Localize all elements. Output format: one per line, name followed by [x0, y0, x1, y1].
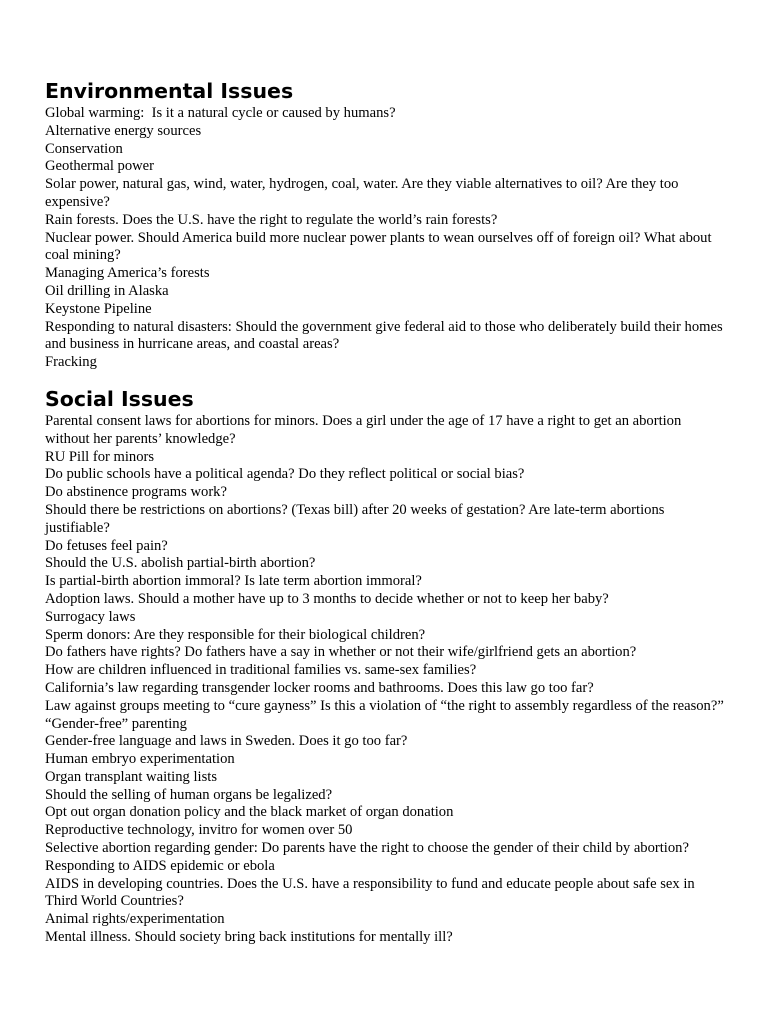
list-item: Oil drilling in Alaska	[45, 282, 169, 299]
social-issues-section	[45, 386, 725, 947]
issue-list	[45, 413, 725, 947]
list-item: Should there be restrictions on abortions? (Texas bill) after 20 weeks of gestation? Are late-term abortions justifiable?	[45, 501, 669, 536]
list-item: Law against groups meeting to “cure gayness” Is this a violation of “the right to assembly regardless of the reason?”	[45, 697, 724, 714]
list-item: Rain forests. Does the U.S. have the right to regulate the world’s rain forests?	[45, 211, 498, 228]
list-item: Reproductive technology, invitro for women over 50	[45, 822, 353, 839]
issue-list	[45, 105, 725, 372]
list-item: Geothermal power	[45, 158, 155, 175]
list-item: Do fetuses feel pain?	[45, 537, 168, 554]
list-item: Do public schools have a political agenda? Do they reflect political or social bias?	[45, 466, 525, 483]
list-item: Parental consent laws for abortions for minors. Does a girl under the age of 17 have a right to get an abortion without her parents’ knowledge?	[45, 412, 685, 447]
list-item: Global warming: Is it a natural cycle or caused by humans?	[45, 105, 396, 121]
list-item: How are children influenced in traditional families vs. same-sex families?	[45, 662, 477, 679]
list-item: Human embryo experimentation	[45, 751, 235, 768]
list-item: Mental illness. Should society bring back institutions for mentally ill?	[45, 929, 453, 946]
list-item: Fracking	[45, 354, 97, 371]
list-item: Animal rights/experimentation	[45, 911, 225, 928]
list-item: Adoption laws. Should a mother have up to 3 months to decide whether or not to keep her baby?	[45, 590, 609, 607]
list-item: Keystone Pipeline	[45, 300, 152, 317]
list-item: Surrogacy laws	[45, 608, 136, 625]
list-item: California’s law regarding transgender locker rooms and bathrooms. Does this law go too far?	[45, 679, 594, 696]
list-item: Organ transplant waiting lists	[45, 768, 217, 785]
list-item: Sperm donors: Are they responsible for their biological children?	[45, 626, 426, 643]
list-item: RU Pill for minors	[45, 448, 155, 465]
list-item: “Gender-free” parenting	[45, 715, 187, 732]
list-item: Managing America’s forests	[45, 265, 210, 282]
list-item: Conservation	[45, 140, 123, 157]
list-item: Opt out organ donation policy and the black market of organ donation	[45, 804, 454, 821]
list-item: AIDS in developing countries. Does the U.S. have a responsibility to fund and educate people about safe sex in Third World Countries?	[45, 875, 699, 910]
list-item: Is partial-birth abortion immoral? Is late term abortion immoral?	[45, 573, 422, 590]
list-item: Responding to natural disasters: Should the government give federal aid to those who deliberately build their homes and business in hurricane areas, and coastal areas?	[45, 318, 727, 353]
list-item: Should the U.S. abolish partial-birth abortion?	[45, 555, 316, 572]
section-heading: Social Issues	[45, 386, 194, 411]
list-item: Gender-free language and laws in Sweden. Does it go too far?	[45, 733, 408, 750]
list-item: Do fathers have rights? Do fathers have a say in whether or not their wife/girlfriend gets an abortion?	[45, 644, 637, 661]
document-page	[45, 78, 725, 947]
list-item: Nuclear power. Should America build more nuclear power plants to wean ourselves off of foreign oil? What about coal mining?	[45, 229, 716, 264]
list-item: Solar power, natural gas, wind, water, hydrogen, coal, water. Are they viable alternatives to oil? Are they too expensive?	[45, 176, 683, 210]
list-item: Alternative energy sources	[45, 122, 202, 139]
list-item: Should the selling of human organs be legalized?	[45, 786, 333, 803]
environmental-issues-section	[45, 78, 725, 372]
section-heading: Environmental Issues	[45, 79, 294, 103]
list-item: Do abstinence programs work?	[45, 484, 227, 501]
list-item: Selective abortion regarding gender: Do parents have the right to choose the gender of their child by abortion?	[45, 840, 689, 857]
list-item: Responding to AIDS epidemic or ebola	[45, 857, 275, 874]
